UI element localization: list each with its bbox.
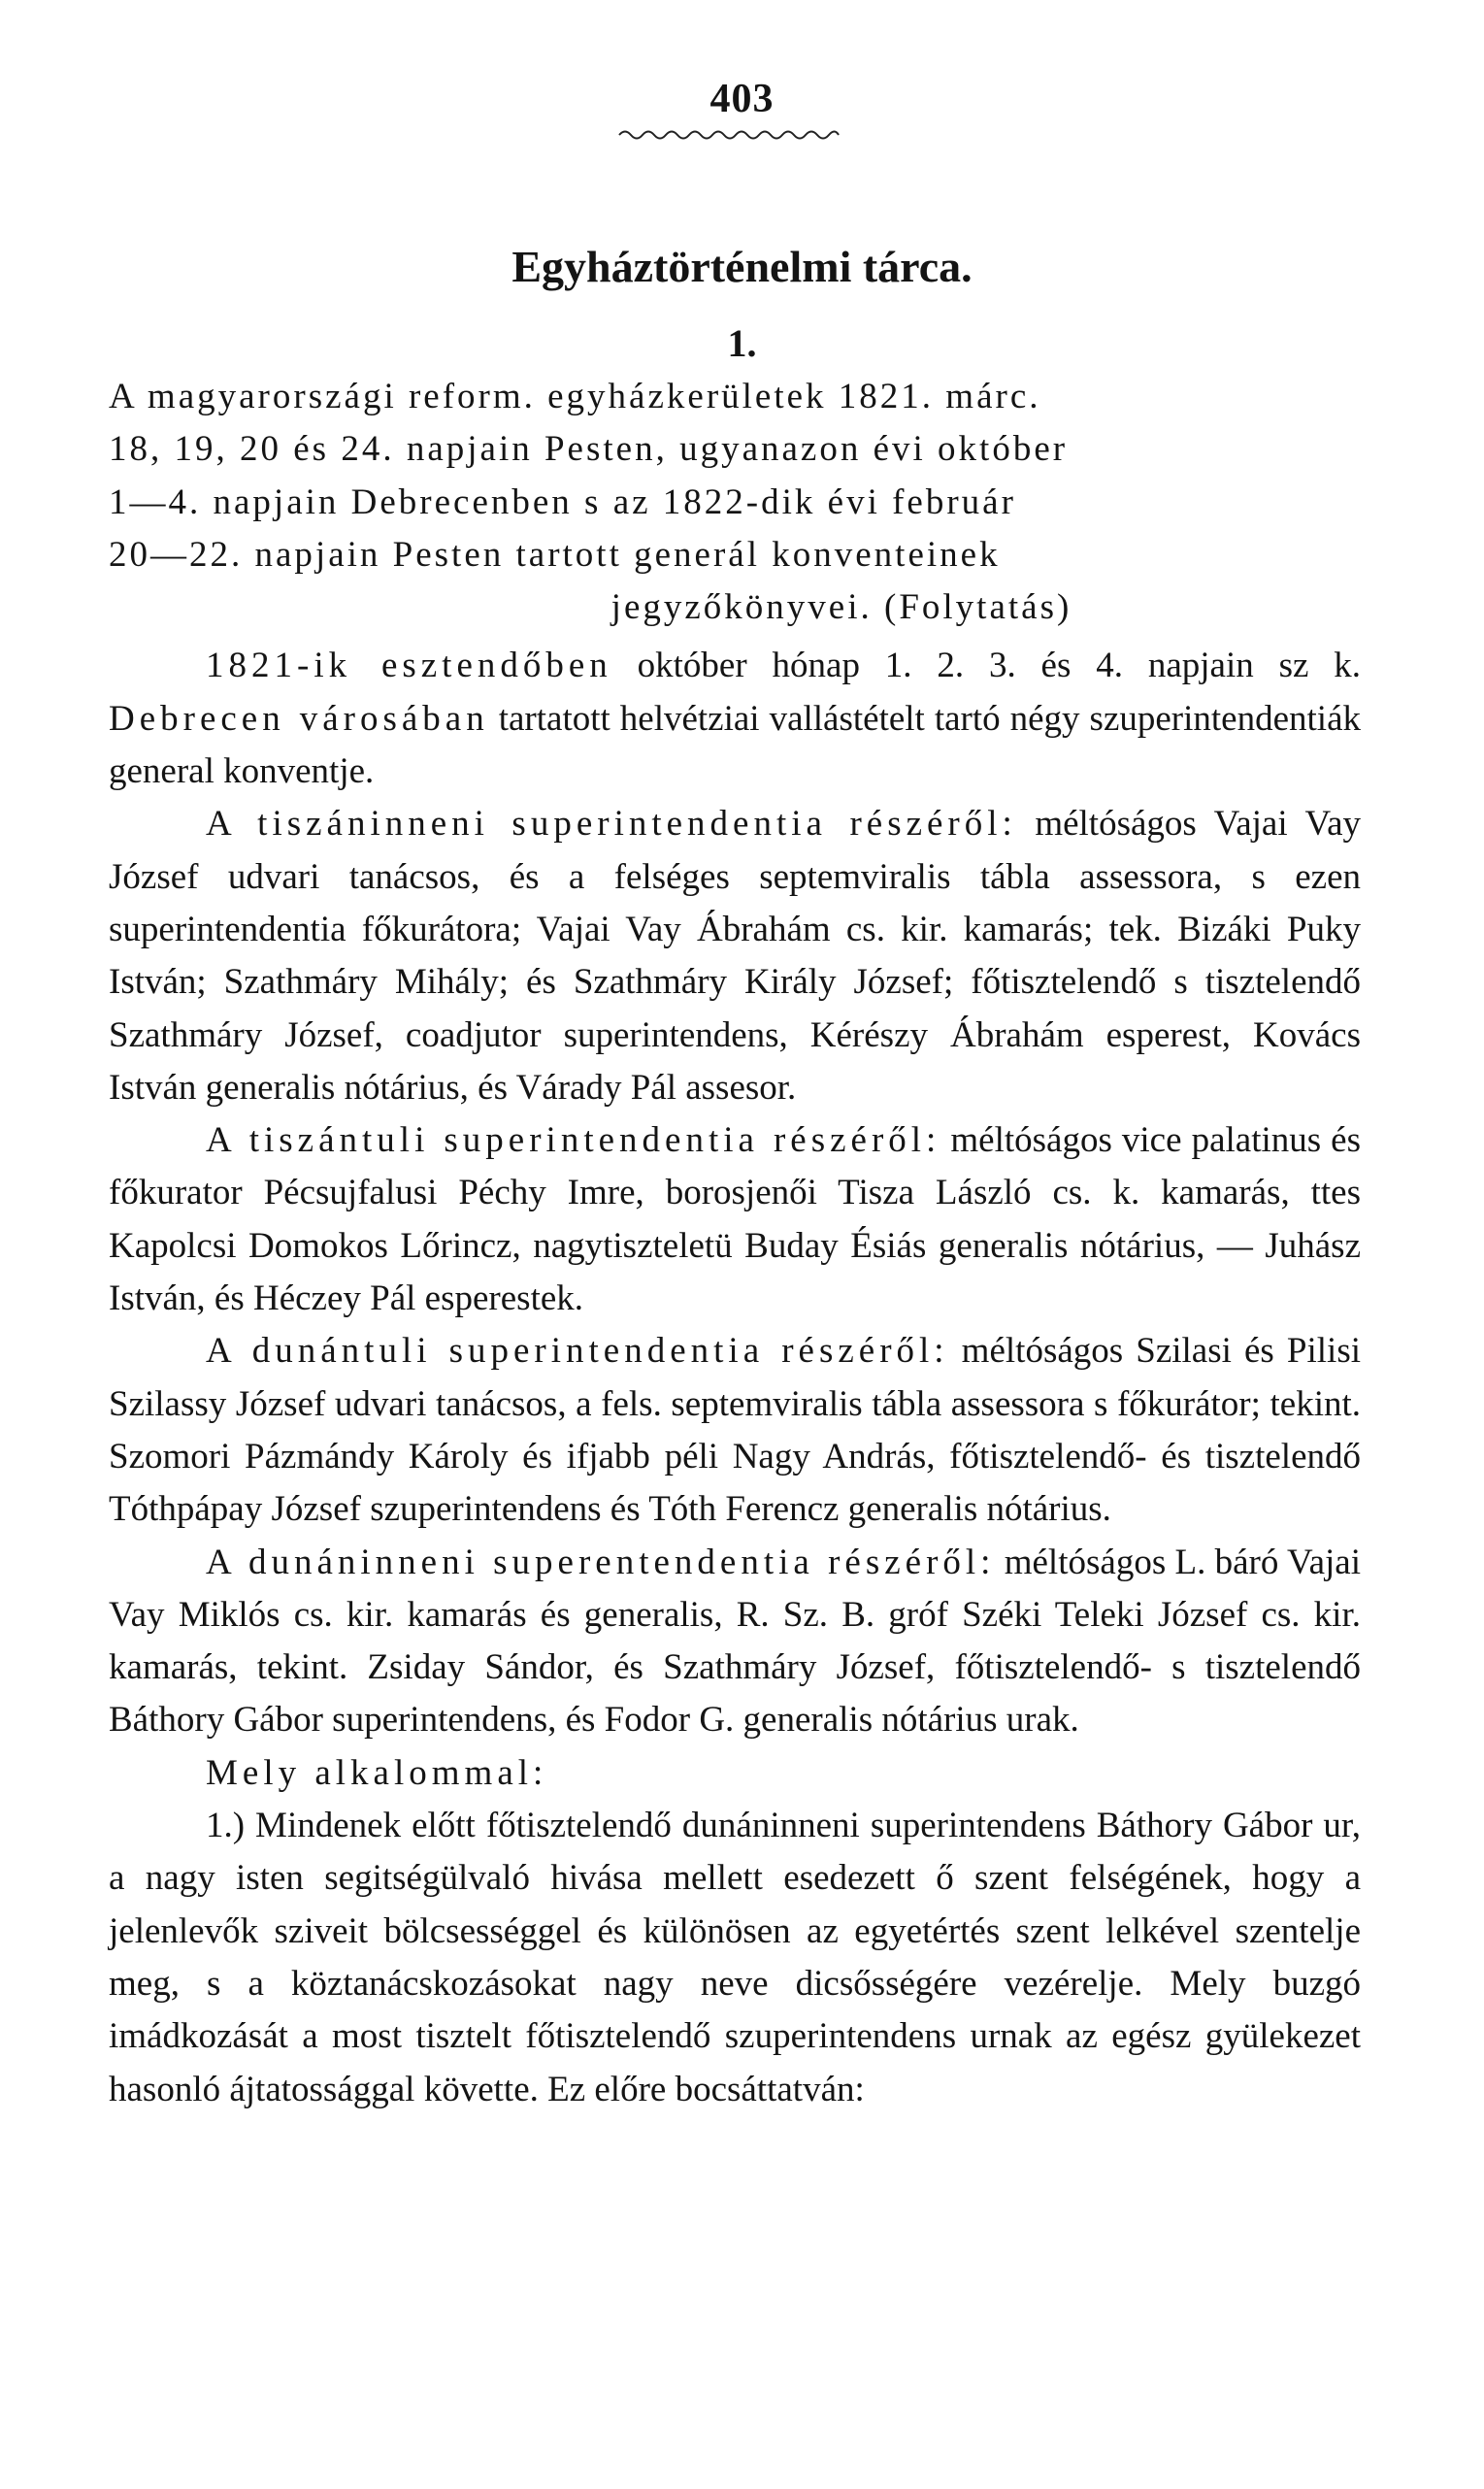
page-number: 403 <box>709 77 775 121</box>
paragraph-tiszaninneni <box>109 798 1361 1114</box>
paragraph-text: méltóságos vice palatinus és főkurator Pécsujfalusi Péchy Imre, borosjenői Tisza László cs. k. kamarás, ttes Kapolcsi Domokos Lőrincz, nagytiszteletü Buday Ésiás generalis nótárius, — Juhász István, és Héczey Pál esperestek. <box>109 1120 1362 1319</box>
paragraph-mely-alkalommal <box>109 1747 1361 1800</box>
paragraph-lead: A tiszáninneni superintendentia részéről: <box>206 804 1017 845</box>
paragraph-text: méltóságos Vajai Vay József udvari tanácsos, és a felséges septemviralis tábla assessora, s ezen superintendentia főkurátora; Vajai Vay Ábrahám cs. kir. kamarás; tek. Bizáki Puky István; Szathmáry Mihály; és Szathmáry Király József; főtisztelendő s tisztelendő Szathmáry József, coadjutor superintendens, Kérészy Ábrahám esperest, Kovács István generalis nótárius, és Várady Pál assesor. <box>109 804 1361 1108</box>
paragraph-tiszantuli <box>109 1114 1361 1325</box>
paragraph-dunantuli <box>109 1325 1361 1536</box>
session-date-lead: 1821-ik esztendőben <box>206 646 612 686</box>
paragraph-lead: Mely alkalommal: <box>206 1752 548 1793</box>
paragraph-lead: A dunántuli superintendentia részéről: <box>206 1331 949 1372</box>
wavy-rule-ornament <box>617 128 841 142</box>
paragraph-lead: A tiszántuli superintendentia részéről: <box>206 1120 941 1161</box>
session-date-rest: október hónap 1. 2. 3. és 4. napjain sz k. <box>611 646 1361 686</box>
section-number: 1. <box>727 321 757 365</box>
page-title: Egyháztörténelmi tárca. <box>511 242 973 291</box>
intro-line-3: 1—4. napjain Debrecenben s az 1822-dik évi február <box>109 481 1016 522</box>
intro-line-4: 20—22. napjain Pesten tartott generál konventeinek <box>109 534 1001 575</box>
intro-line-1: A magyarországi reform. egyházkerületek 1821. márc. <box>109 377 1041 416</box>
intro-line-5: jegyzőkönyvei. (Folytatás) <box>610 587 1072 628</box>
intro-line-2: 18, 19, 20 és 24. napjain Pesten, ugyanazon évi október <box>109 429 1069 470</box>
paragraph-text: méltóságos L. báró Vajai Vay Miklós cs. kir. kamarás és generalis, R. Sz. B. gróf Széki Teleki József cs. kir. kamarás, tekint. Zsiday Sándor, és Szathmáry József, főtisztelendő- s tisztelendő Báthory Gábor superintendens, és Fodor G. generalis nótárius urak. <box>109 1542 1361 1741</box>
session-tail: tartatott helvétziai vallástételt tartó négy szuperintendentiák general konventje. <box>109 698 1361 792</box>
paragraph-lead: A dunáninneni superentendentia részéről: <box>206 1542 996 1582</box>
article-body <box>109 371 1361 2116</box>
session-heading-paragraph <box>109 640 1361 798</box>
paragraph-dunaninneni <box>109 1537 1361 1747</box>
session-city: Debrecen városában <box>109 698 489 739</box>
paragraph-item-1: 1.) Mindenek előtt főtisztelendő dunáninneni superintendens Báthory Gábor ur, a nagy isten segitségülvaló hivása mellett esedezett ő szent felségének, hogy a jelenlevők sziveit bölcsességgel és különösen az egyetértés szent lelkével szentelje meg, s a köztanácskozásokat nagy neve dicsősségére vezérelje. Mely buzgó imádkozását a most tisztelt főtisztelendő szuperintendens urnak az egész gyülekezet hasonló ájtatossággal követte. Ez előre bocsáttatván: <box>109 1806 1361 2109</box>
paragraph-text: méltóságos Szilasi és Pilisi Szilassy József udvari tanácsos, a fels. septemviralis tábla assessora s főkurátor; tekint. Szomori Pázmándy Károly és ifjabb péli Nagy András, főtisztelendő- és tisztelendő Tóthpápay József szuperintendens és Tóth Ferencz generalis nótárius. <box>109 1331 1361 1530</box>
